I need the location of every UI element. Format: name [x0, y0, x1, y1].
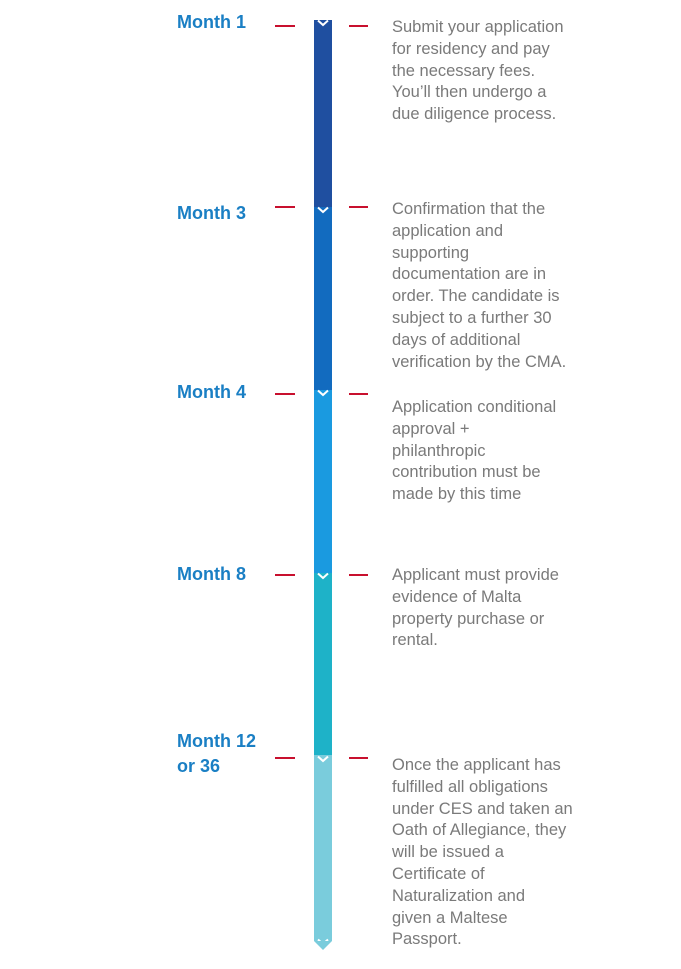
chevron-down-icon	[317, 206, 329, 214]
milestone-month-label: Month 4	[177, 382, 246, 402]
timeline-segment-1	[314, 20, 332, 207]
tick-left	[275, 25, 295, 27]
tick-right	[349, 206, 368, 208]
chevron-down-icon	[317, 389, 329, 397]
milestone-month-label: Month 12 or 36	[177, 731, 256, 776]
tick-left	[275, 574, 295, 576]
timeline-segment-5	[314, 755, 332, 941]
tick-right	[349, 757, 368, 759]
tick-left	[275, 757, 295, 759]
milestone-description: Application conditional approval + philanthropic contribution must be made by this time	[392, 398, 557, 504]
tick-right	[349, 393, 368, 395]
milestone-description: Submit your application for residency and pay the necessary fees. You’ll then undergo a due diligence process.	[392, 18, 564, 124]
chevron-down-icon	[317, 755, 329, 763]
milestone-month-label: Month 1	[177, 12, 246, 32]
milestone-month-label: Month 3	[177, 203, 246, 223]
chevron-down-icon	[317, 572, 329, 580]
milestone-month-label: Month 8	[177, 564, 246, 584]
milestone-description: Confirmation that the application and supporting documentation are in order. The candidate is subject to a further 30 days of additional verification by the CMA.	[392, 200, 567, 371]
tick-right	[349, 25, 368, 27]
timeline-segment-2	[314, 207, 332, 390]
tick-right	[349, 574, 368, 576]
chevron-down-icon	[317, 19, 329, 27]
timeline-segment-4	[314, 573, 332, 755]
tick-left	[275, 206, 295, 208]
timeline-segment-3	[314, 390, 332, 573]
milestone-description: Applicant must provide evidence of Malta property purchase or rental.	[392, 566, 559, 650]
milestone-description: Once the applicant has fulfilled all obligations under CES and taken an Oath of Allegiance, they will be issued a Certificate of Naturalization and given a Maltese Passport.	[392, 756, 573, 949]
timeline-end-arrow	[314, 941, 332, 950]
tick-left	[275, 393, 295, 395]
